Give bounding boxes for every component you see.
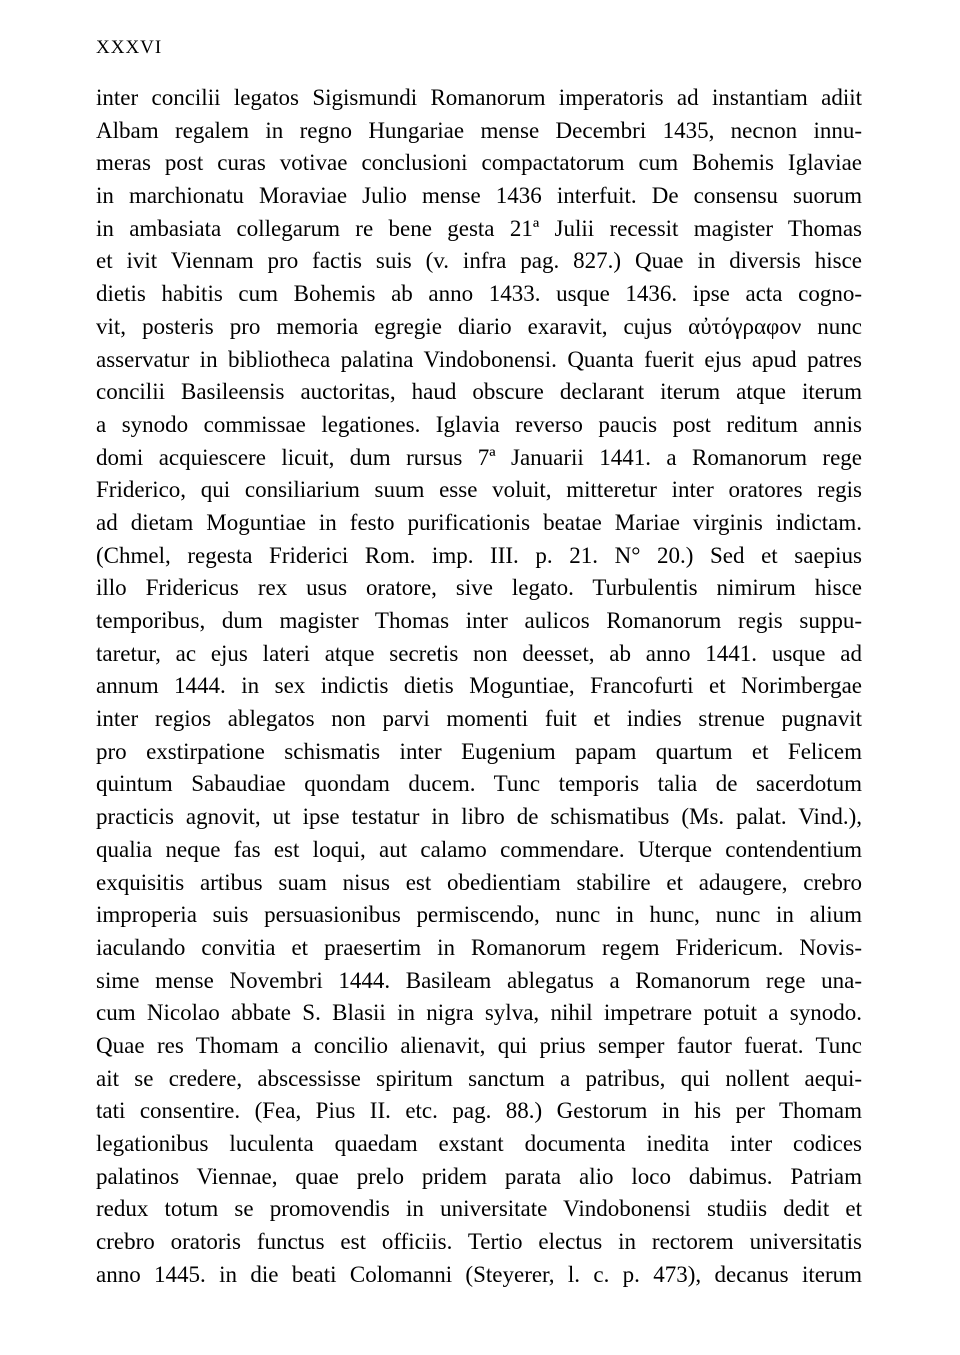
text-line: in ambasiata collegarum re bene gesta 21ª Julii recessit magister Thomas [96,215,862,241]
text-line: domi acquiescere licuit, dum rursus 7ª Januarii 1441. a Romanorum rege [96,444,862,470]
text-line: meras post curas votivae conclusioni compactatorum cum Bohemis Iglaviae [96,150,862,176]
text-line: ad dietam Moguntiae in festo purificationis beatae Mariae virginis indictam. [96,509,862,535]
text-line: vit, posteris pro memoria egregie diario exaravit, cujus αὐτόγραφον nunc [96,313,862,339]
text-line: Quae res Thomam a concilio alienavit, qui prius semper fautor fuerat. Tunc [96,1032,862,1058]
text-line: ait se credere, abscessisse spiritum sanctum a patribus, qui nollent aequi- [96,1065,862,1091]
text-line: dietis habitis cum Bohemis ab anno 1433. usque 1436. ipse acta cogno- [96,281,862,307]
text-line: concilii Basileensis auctoritas, haud obscure declarant iterum atque iterum [96,379,862,405]
text-line: palatinos Viennae, quae prelo pridem parata alio loco dabimus. Patriam [96,1163,862,1189]
text-line: improperia suis persuasionibus permiscendo, nunc in hunc, nunc in alium [96,902,862,928]
page-number: XXXVI [96,37,163,58]
text-line: cum Nicolao abbate S. Blasii in nigra sylva, nihil impetrare potuit a synodo. [96,1000,862,1026]
text-line: tati consentire. (Fea, Pius II. etc. pag. 88.) Gestorum in his per Thomam [96,1098,862,1124]
text-line: taretur, ac ejus lateri atque secretis non deesset, ab anno 1441. usque ad [96,640,862,666]
text-line: crebro oratoris functus est officiis. Tertio electus in rectorem universitatis [96,1229,862,1255]
text-line: (Chmel, regesta Friderici Rom. imp. III. p. 21. N° 20.) Sed et saepius [96,542,862,568]
text-line: sime mense Novembri 1444. Basileam ablegatus a Romanorum rege una- [96,967,862,993]
text-line: illo Fridericus rex usus oratore, sive legato. Turbulentis nimirum hisce [96,575,862,601]
text-line: anno 1445. in die beati Colomanni (Steyerer, l. c. p. 473), decanus iterum [96,1261,862,1287]
text-line: qualia neque fas est loqui, aut calamo commendare. Uterque contendentium [96,836,862,862]
body-text [96,82,862,1291]
text-line: asservatur in bibliotheca palatina Vindobonensi. Quanta fuerit ejus apud patres [96,346,862,372]
text-line: in marchionatu Moraviae Julio mense 1436 interfuit. De consensu suorum [96,183,862,209]
text-line: inter concilii legatos Sigismundi Romanorum imperatoris ad instantiam adiit [96,85,862,110]
text-line: iaculando convitia et praesertim in Romanorum regem Fridericum. Novis- [96,934,862,960]
text-line: exquisitis artibus suam nisus est obedientiam stabilire et adaugere, crebro [96,869,862,895]
text-line: Friderico, qui consiliarium suum esse voluit, mitteretur inter oratores regis [96,477,862,503]
text-line: et ivit Viennam pro factis suis (v. infra pag. 827.) Quae in diversis hisce [96,248,862,274]
text-line: annum 1444. in sex indictis dietis Moguntiae, Francofurti et Norimbergae [96,673,862,699]
text-line: legationibus luculenta quaedam exstant documenta inedita inter codices [96,1131,862,1156]
text-line: inter regios ablegatos non parvi momenti fuit et indies strenue pugnavit [96,706,862,732]
text-line: redux totum se promovendis in universitate Vindobonensi studiis dedit et [96,1196,862,1222]
text-line: a synodo commissae legationes. Iglavia reverso paucis post reditum annis [96,411,862,437]
text-line: quintum Sabaudiae quondam ducem. Tunc temporis talia de sacerdotum [96,771,862,797]
text-line: practicis agnovit, ut ipse testatur in libro de schismatibus (Ms. palat. Vind.), [96,804,862,830]
text-line: Albam regalem in regno Hungariae mense Decembri 1435, necnon innu- [96,117,862,143]
text-line: pro exstirpatione schismatis inter Eugenium papam quartum et Felicem [96,738,862,764]
text-line: temporibus, dum magister Thomas inter aulicos Romanorum regis suppu- [96,608,862,633]
